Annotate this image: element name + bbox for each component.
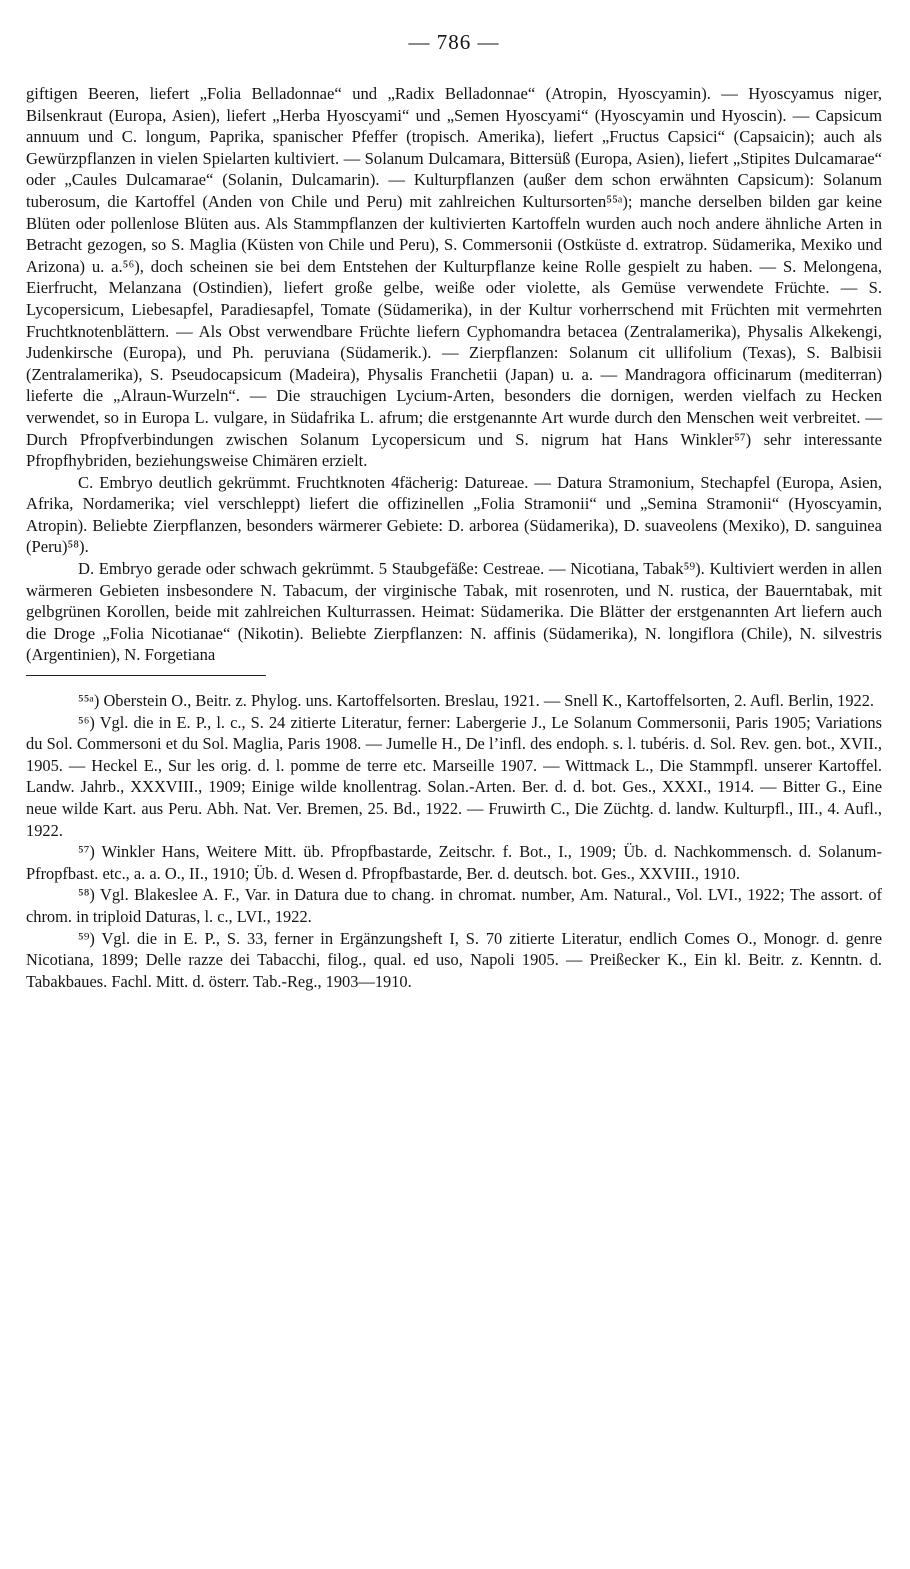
footnote-58: ⁵⁸) Vgl. Blakeslee A. F., Var. in Datura due to chang. in chromat. number, Am. Natural., Vol. LVI., 1922; The assort. of chrom. in triploid Daturas, l. c., LVI., 1922. xyxy=(26,885,882,926)
footnote-57: ⁵⁷) Winkler Hans, Weitere Mitt. üb. Pfropfbastarde, Zeitschr. f. Bot., I., 1909; Üb. d. Nachkommensch. d. Solanum-Pfropfbast. etc., a. a. O., II., 1910; Üb. d. Wesen d. Pfropfbastarde, Ber. d. deutsch. bot. Ges., XXVIII., 1910. xyxy=(26,842,882,883)
paragraph-cestreae: D. Embryo gerade oder schwach gekrümmt. 5 Staubgefäße: Cestreae. — Nicotiana, Tabak⁵⁹). Kultiviert werden in allen wärmeren Gebieten insbesondere N. Tabacum, der virginische Tabak, mit rosenroten, und N. rustica, der Bauerntabak, mit gelbgrünen Korollen, beide mit zahlreichen Kulturrassen. Heimat: Südamerika. Die Blätter der erstgenannten Art liefern auch die Droge „Folia Nicotianae“ (Nikotin). Beliebte Zierpflanzen: N. affinis (Südamerika), N. longiflora (Chile), N. silvestris (Argentinien), N. Forgetiana xyxy=(26,559,882,665)
paragraph-datureae: C. Embryo deutlich gekrümmt. Fruchtknoten 4fächerig: Datureae. — Datura Stramonium, Stechapfel (Europa, Asien, Afrika, Nordamerika; viel verschleppt) liefert die offizinellen „Folia Stramonii“ und „Semina Stramonii“ (Hyoscyamin, Atropin). Beliebte Zierpflanzen, besonders wärmerer Gebiete: D. arborea (Südamerika), D. suaveolens (Mexiko), D. sanguinea (Peru)⁵⁸). xyxy=(26,472,882,557)
footnotes xyxy=(26,690,882,992)
page-number: — 786 — xyxy=(408,30,500,54)
paragraph-solanaceae-species: giftigen Beeren, liefert „Folia Belladonnae“ und „Radix Belladonnae“ (Atropin, Hyoscyamin). — Hyoscyamus niger, Bilsenkraut (Europa, Asien), liefert „Herba Hyoscyami“ und „Semen Hyoscyami“ (Hyoscyamin und Hyoscin). — Capsicum annuum und C. longum, Paprika, spanischer Pfeffer (tropisch. Amerika), liefert „Fructus Capsici“ (Capsaicin); auch als Gewürzpflanzen in vielen Spielarten kultiviert. — Solanum Dulcamara, Bittersüß (Europa, Asien), liefert „Stipites Dulcamarae“ oder „Caules Dulcamarae“ (Solanin, Dulcamarin). — Kulturpflanzen (außer dem schon erwähnten Capsicum): Solanum tuberosum, die Kartoffel (Anden von Chile und Peru) mit zahlreichen Kultursorten⁵⁵ᵃ); manche derselben bilden gar keine Blüten oder pollenlose Blüten aus. Als Stammpflanzen der kultivierten Kartoffeln wurden auch noch andere ähnliche Arten in Betracht gezogen, so S. Maglia (Küsten von Chile und Peru), S. Commersonii (Ostküste d. extratrop. Südamerika, Mexiko und Arizona) u. a.⁵⁶), doch scheinen sie bei dem Entstehen der Kulturpflanze keine Rolle gespielt zu haben. — S. Melongena, Eierfrucht, Melanzana (Ostindien), liefert große gelbe, weiße oder violette, als Gemüse verwendete Früchte. — S. Lycopersicum, Liebesapfel, Paradiesapfel, Tomate (Südamerika), in der Kultur vorherrschend mit Früchten mit vermehrten Fruchtknotenblättern. — Als Obst verwendbare Früchte liefern Cyphomandra betacea (Zentralamerika), Physalis Alkekengi, Judenkirsche (Europa), und Ph. peruviana (Südamerik.). — Zierpflanzen: Solanum cit ullifolium (Texas), S. Balbisii (Zentralamerika), S. Pseudocapsicum (Madeira), Physalis Franchetii (Japan) u. a. — Mandragora officinarum (mediterran) lieferte die „Alraun-Wurzeln“. — Die strauchigen Lycium-Arten, besonders die dornigen, werden vielfach zu Hecken verwendet, so in Europa L. vulgare, in Südafrika L. afrum; die erstgenannte Art wurde durch den Menschen weit verbreitet. — Durch Pfropfverbindungen zwischen Solanum Lycopersicum und S. nigrum hat Hans Winkler⁵⁷) sehr interessante Pfropfhybriden, beziehungsweise Chimären erzielt. xyxy=(26,84,882,471)
footnote-55a: ⁵⁵ᵃ) Oberstein O., Beitr. z. Phylog. uns. Kartoffelsorten. Breslau, 1921. — Snell K., Kartoffelsorten, 2. Aufl. Berlin, 1922. xyxy=(78,691,875,711)
footnote-56: ⁵⁶) Vgl. die in E. P., l. c., S. 24 zitierte Literatur, ferner: Labergerie J., Le Solanum Commersonii, Paris 1905; Variations du Sol. Commersoni et du Sol. Maglia, Paris 1908. — Jumelle H., De l’infl. des endoph. s. l. tubéris. d. Sol. Rev. gen. bot., XVII., 1905. — Heckel E., Sur les orig. d. l. pomme de terre etc. Marseille 1907. — Wittmack L., Die Stammpfl. unserer Kartoffel. Landw. Jahrb., XXXVIII., 1909; Einige wilde knollentrag. Solan.-Arten. Ber. d. d. bot. Ges., XXXI., 1914. — Bitter G., Eine neue wilde Kart. aus Peru. Abh. Nat. Ver. Bremen, 25. Bd., 1922. — Fruwirth C., Die Züchtg. d. landw. Kulturpfl., III., 4. Aufl., 1922. xyxy=(26,712,882,840)
main-text xyxy=(26,83,882,666)
footnote-separator xyxy=(26,675,266,676)
footnote-59: ⁵⁹) Vgl. die in E. P., S. 33, ferner in Ergänzungsheft I, S. 70 zitierte Literatur, endlich Comes O., Monogr. d. genre Nicotiana, 1899; Delle razze dei Tabacchi, filog., qual. ed uso, Napoli 1905. — Preißecker K., Ein kl. Beitr. z. Kenntn. d. Tabakbaues. Fachl. Mitt. d. österr. Tab.-Reg., 1903—1910. xyxy=(26,928,882,991)
